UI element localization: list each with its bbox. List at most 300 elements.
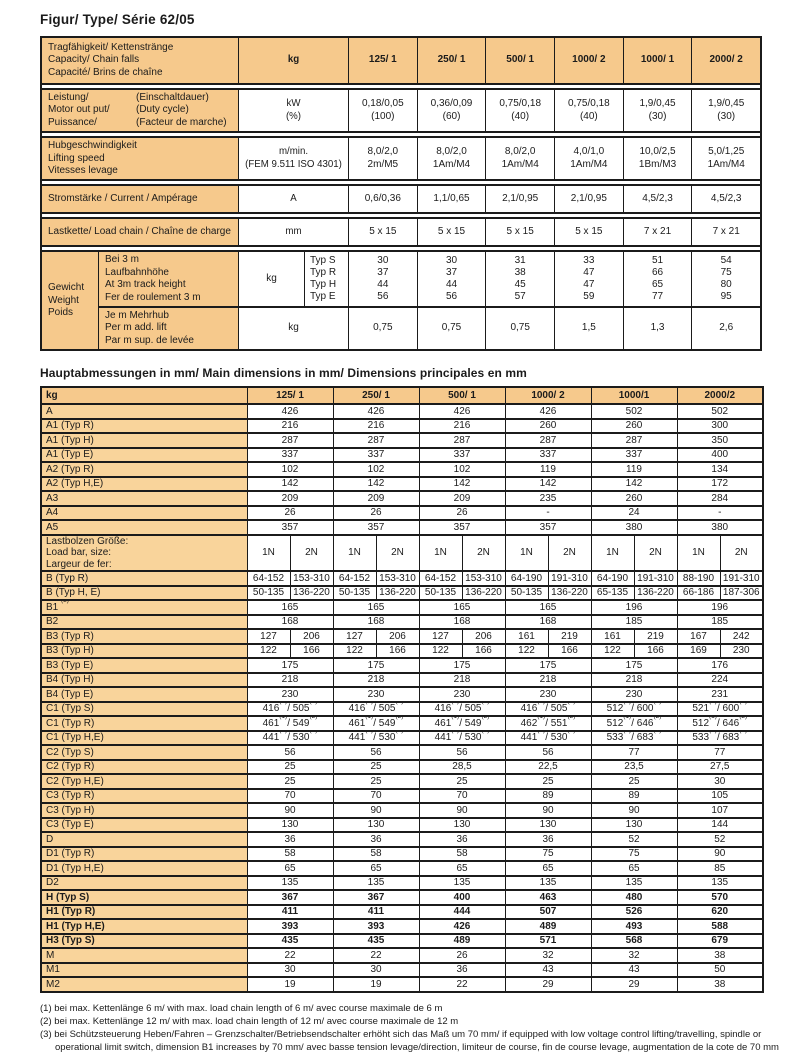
weight-unit-cell: kg <box>238 308 348 349</box>
dim-value-cell: 416$^{(1)}$/ 505$^{(2)}$ <box>505 702 591 717</box>
spec-column-header: 1000/ 1 <box>623 38 692 83</box>
weight-side-label: Gewicht Weight Poids <box>42 252 98 349</box>
dim-value-cell: 25 <box>247 774 333 789</box>
dim-value-cell: 426 <box>505 404 591 419</box>
dim-row-label: B4 (Typ H) <box>41 673 247 688</box>
dim-row <box>41 448 763 463</box>
dim-value-cell: 367 <box>333 890 419 905</box>
dim-value-cell: 64-190 <box>591 571 634 586</box>
dim-row <box>41 861 763 876</box>
dim-value-cell: 107 <box>677 803 763 818</box>
dim-value-cell: 357 <box>419 520 505 535</box>
dim-value-cell: 135 <box>333 876 419 891</box>
dim-value-cell: 206 <box>376 629 419 644</box>
dim-value-cell: 568 <box>591 934 677 949</box>
dim-value-cell: 27,5 <box>677 760 763 775</box>
dim-value-cell: 43 <box>505 963 591 978</box>
dim-value-cell: 65 <box>505 861 591 876</box>
main-dimensions-table <box>40 386 764 993</box>
spec-value-cell: 5 x 15 <box>348 219 417 245</box>
dim-row-label: A3 <box>41 491 247 506</box>
dim-value-cell: 77 <box>591 745 677 760</box>
dim-row-label: D <box>41 832 247 847</box>
spec-value-cell: 8,0/2,0 1Am/M4 <box>485 138 554 179</box>
dim-header-row <box>41 387 763 404</box>
dim-value-cell: 521$^{(1)}$/ 600$^{(2)}$ <box>677 702 763 717</box>
dim-row-label: A1 (Typ E) <box>41 448 247 463</box>
spec-value-cell: 0,18/0,05 (100) <box>348 90 417 131</box>
dim-row-label: C3 (Typ E) <box>41 818 247 833</box>
dim-row-label: B (Typ H, E) <box>41 586 247 601</box>
dim-value-cell: 32 <box>591 948 677 963</box>
spec-value-cell: 4,5/2,3 <box>691 186 760 212</box>
dim-value-cell: 357 <box>247 520 333 535</box>
spec-unit-cell: kW (%) <box>238 90 348 131</box>
weight-row-label: Je m Mehrhub Per m add. lift Par m sup. de levée <box>98 308 238 349</box>
dim-value-cell: 206 <box>290 629 333 644</box>
weight-row-3m <box>98 252 760 308</box>
dim-value-cell: 435 <box>247 934 333 949</box>
dim-value-cell: 142 <box>591 477 677 492</box>
dim-value-cell: 175 <box>333 658 419 673</box>
weight-value-cell: 30 37 44 56 <box>417 252 486 306</box>
dim-value-cell: 105 <box>677 789 763 804</box>
dim-value-cell: 77 <box>677 745 763 760</box>
dim-column-header: 125/ 1 <box>247 387 333 404</box>
dim-value-cell: 337 <box>333 448 419 463</box>
dim-value-cell: 2N <box>720 535 763 572</box>
dim-row <box>41 760 763 775</box>
dim-row <box>41 934 763 949</box>
dim-value-cell: 209 <box>247 491 333 506</box>
dim-value-cell: 435 <box>333 934 419 949</box>
dim-value-cell: 64-152 <box>333 571 376 586</box>
dim-value-cell: 300 <box>677 419 763 434</box>
dim-value-cell: 130 <box>333 818 419 833</box>
dim-value-cell: 65-135 <box>591 586 634 601</box>
dim-value-cell: 88-190 <box>677 571 720 586</box>
dim-value-cell: 287 <box>247 433 333 448</box>
dimensions-title: Hauptabmessungen in mm/ Main dimensions in mm/ Dimensions principales en mm <box>40 366 527 381</box>
dim-value-cell: 26 <box>419 506 505 521</box>
dim-value-cell: 191-310 <box>720 571 763 586</box>
spec-value-cell: 1,1/0,65 <box>417 186 486 212</box>
weight-value-cell: 30 37 44 56 <box>348 252 417 306</box>
dim-value-cell: 502 <box>677 404 763 419</box>
dim-value-cell: 166 <box>376 644 419 659</box>
dim-value-cell: 426 <box>419 919 505 934</box>
dim-row <box>41 600 763 615</box>
spec-value-cell: 1,9/0,45 (30) <box>691 90 760 131</box>
dim-value-cell: 122 <box>505 644 548 659</box>
dim-row <box>41 673 763 688</box>
spec-value-cell: 4,0/1,0 1Am/M4 <box>554 138 623 179</box>
dim-value-cell: 165 <box>333 600 419 615</box>
dim-value-cell: 679 <box>677 934 763 949</box>
dim-value-cell: 380 <box>677 520 763 535</box>
dim-value-cell: 22 <box>333 948 419 963</box>
footnote: (3) bei Schützsteuerung Heben/Fahren – Grenzschalter/Betriebsendschalter erhöht sich das Maß um 70 mm/ if equipped with low voltage control lifting/travelling, spindle or operational limit switch, dimension B1 increases by 70 mm/ avec basse tension levage/direction, limiteur de course, fin de course levage, augmentation de la cote de 70 mm <box>40 1029 779 1054</box>
dim-value-cell: 441$^{(1)}$/ 530$^{(2)}$ <box>505 731 591 746</box>
dim-value-cell: 2N <box>634 535 677 572</box>
dim-row-label: C3 (Typ H) <box>41 803 247 818</box>
dim-value-cell: 85 <box>677 861 763 876</box>
dim-row <box>41 774 763 789</box>
dim-row <box>41 629 763 644</box>
dim-value-cell: 50-135 <box>505 586 548 601</box>
dim-value-cell: 400 <box>419 890 505 905</box>
dim-value-cell: 50-135 <box>247 586 290 601</box>
dim-value-cell: 168 <box>247 615 333 630</box>
dim-value-cell: 357 <box>333 520 419 535</box>
dim-value-cell: 230 <box>333 687 419 702</box>
dim-value-cell: 393 <box>333 919 419 934</box>
spec-value-cell: 0,36/0,09 (60) <box>417 90 486 131</box>
dim-value-cell: 36 <box>419 963 505 978</box>
dim-value-cell: 90 <box>677 847 763 862</box>
dim-row-label: C1 (Typ H,E) <box>41 731 247 746</box>
dim-value-cell: 135 <box>677 876 763 891</box>
dim-row-label: A2 (Typ R) <box>41 462 247 477</box>
spec-row-label: Lastkette/ Load chain / Chaîne de charge <box>42 219 238 245</box>
dim-value-cell: 441$^{(1)}$/ 530$^{(2)}$ <box>333 731 419 746</box>
dim-value-cell: 166 <box>634 644 677 659</box>
dim-value-cell: 65 <box>419 861 505 876</box>
dim-row <box>41 404 763 419</box>
dim-row-label: A2 (Typ H,E) <box>41 477 247 492</box>
dim-value-cell: 166 <box>290 644 333 659</box>
dim-row <box>41 586 763 601</box>
dim-value-cell: 50 <box>677 963 763 978</box>
dim-row <box>41 919 763 934</box>
dim-value-cell: 461$^{(1)}$/ 549$^{(2)}$ <box>419 716 505 731</box>
dim-value-cell: 571 <box>505 934 591 949</box>
capacity-spec-table <box>40 36 762 351</box>
dim-value-cell: 185 <box>591 615 677 630</box>
dim-value-cell: 153-310 <box>462 571 505 586</box>
dim-value-cell: 36 <box>419 832 505 847</box>
dim-value-cell: 570 <box>677 890 763 905</box>
dim-value-cell: 102 <box>419 462 505 477</box>
weight-row-add-lift <box>98 308 760 349</box>
dim-value-cell: 337 <box>591 448 677 463</box>
dim-row <box>41 905 763 920</box>
dim-value-cell: 56 <box>505 745 591 760</box>
dim-value-cell: 32 <box>505 948 591 963</box>
dim-value-cell: 172 <box>677 477 763 492</box>
dim-value-cell: 463 <box>505 890 591 905</box>
dim-value-cell: 161 <box>591 629 634 644</box>
dim-value-cell: 38 <box>677 977 763 992</box>
dim-value-cell: 22,5 <box>505 760 591 775</box>
spec-value-cell: 2,1/0,95 <box>554 186 623 212</box>
dim-value-cell: 175 <box>247 658 333 673</box>
dim-value-cell: 75 <box>591 847 677 862</box>
dim-value-cell: 218 <box>333 673 419 688</box>
dim-value-cell: 480 <box>591 890 677 905</box>
dim-value-cell: 75 <box>505 847 591 862</box>
dim-value-cell: 337 <box>419 448 505 463</box>
spec-value-cell: 8,0/2,0 1Am/M4 <box>417 138 486 179</box>
dim-row-label: M <box>41 948 247 963</box>
spec-unit-cell: m/min. (FEM 9.511 ISO 4301) <box>238 138 348 179</box>
dim-header-kg: kg <box>41 387 247 404</box>
spec-header-row <box>42 38 760 85</box>
dim-value-cell: 136-220 <box>548 586 591 601</box>
dim-value-cell: 230 <box>591 687 677 702</box>
dim-value-cell: 122 <box>591 644 634 659</box>
dim-value-cell: 588 <box>677 919 763 934</box>
spec-value-cell: 0,6/0,36 <box>348 186 417 212</box>
dim-value-cell: 134 <box>677 462 763 477</box>
dim-value-cell: 209 <box>419 491 505 506</box>
dim-row <box>41 702 763 717</box>
dim-row <box>41 477 763 492</box>
spec-value-cell: 7 x 21 <box>623 219 692 245</box>
dim-row <box>41 716 763 731</box>
dim-value-cell: 19 <box>333 977 419 992</box>
dim-value-cell: 512$^{(1)}$/ 646$^{(2)}$ <box>677 716 763 731</box>
dim-row <box>41 491 763 506</box>
dim-value-cell: 65 <box>591 861 677 876</box>
dim-value-cell: 29 <box>591 977 677 992</box>
dim-value-cell: 64-190 <box>505 571 548 586</box>
dim-value-cell: 175 <box>591 658 677 673</box>
dim-row-label: D1 (Typ H,E) <box>41 861 247 876</box>
dim-value-cell: 206 <box>462 629 505 644</box>
weight-value-cell: 1,5 <box>554 308 623 349</box>
dim-row <box>41 687 763 702</box>
dim-value-cell: 287 <box>333 433 419 448</box>
dim-row <box>41 789 763 804</box>
weight-row-label: Bei 3 m Laufbahnhöhe At 3m track height Fer de roulement 3 m <box>98 252 238 306</box>
dim-row <box>41 506 763 521</box>
dim-value-cell: 287 <box>419 433 505 448</box>
dim-value-cell: - <box>505 506 591 521</box>
figure-title: Figur/ Type/ Série 62/05 <box>40 12 195 27</box>
dim-value-cell: 127 <box>419 629 462 644</box>
dim-row <box>41 847 763 862</box>
dim-row <box>41 535 763 572</box>
dim-value-cell: 122 <box>333 644 376 659</box>
dim-value-cell: 70 <box>247 789 333 804</box>
dim-value-cell: 26 <box>247 506 333 521</box>
dim-value-cell: 218 <box>505 673 591 688</box>
dim-row-label: A1 (Typ H) <box>41 433 247 448</box>
spec-row <box>42 136 760 181</box>
dim-row <box>41 832 763 847</box>
dim-value-cell: 1N <box>677 535 720 572</box>
dim-value-cell: 507 <box>505 905 591 920</box>
spec-value-cell: 7 x 21 <box>691 219 760 245</box>
dim-row-label: B (Typ R) <box>41 571 247 586</box>
dim-value-cell: 176 <box>677 658 763 673</box>
dim-value-cell: 52 <box>591 832 677 847</box>
dim-value-cell: 242 <box>720 629 763 644</box>
dim-row <box>41 419 763 434</box>
dim-value-cell: 142 <box>333 477 419 492</box>
spec-column-header: 500/ 1 <box>485 38 554 83</box>
dim-value-cell: 337 <box>247 448 333 463</box>
footnotes <box>40 1002 782 1055</box>
dim-row-label: D1 (Typ R) <box>41 847 247 862</box>
dim-value-cell: 400 <box>677 448 763 463</box>
dim-value-cell: 25 <box>333 760 419 775</box>
dim-row <box>41 948 763 963</box>
dim-value-cell: 426 <box>419 404 505 419</box>
dim-value-cell: 136-220 <box>376 586 419 601</box>
dim-value-cell: 260 <box>591 491 677 506</box>
weight-value-cell: 1,3 <box>623 308 692 349</box>
dim-value-cell: 130 <box>591 818 677 833</box>
spec-value-cell: 8,0/2,0 2m/M5 <box>348 138 417 179</box>
dim-column-header: 1000/1 <box>591 387 677 404</box>
dim-value-cell: 287 <box>505 433 591 448</box>
dim-value-cell: 136-220 <box>290 586 333 601</box>
dim-value-cell: 1N <box>419 535 462 572</box>
dim-value-cell: 216 <box>419 419 505 434</box>
dim-value-cell: 64-152 <box>419 571 462 586</box>
dim-value-cell: 142 <box>419 477 505 492</box>
dim-value-cell: 119 <box>591 462 677 477</box>
dim-value-cell: 102 <box>247 462 333 477</box>
dim-value-cell: 167 <box>677 629 720 644</box>
dim-value-cell: 216 <box>247 419 333 434</box>
dim-row-label: Lastbolzen Größe: Load bar, size: Largeur de fer: <box>41 535 247 572</box>
spec-value-cell: 1,9/0,45 (30) <box>623 90 692 131</box>
dim-value-cell: 169 <box>677 644 720 659</box>
dim-value-cell: 142 <box>505 477 591 492</box>
dim-value-cell: 411 <box>333 905 419 920</box>
dim-value-cell: 620 <box>677 905 763 920</box>
dim-row <box>41 462 763 477</box>
dim-value-cell: 50-135 <box>419 586 462 601</box>
dim-value-cell: 357 <box>505 520 591 535</box>
dim-value-cell: 2N <box>548 535 591 572</box>
spec-label-left: Leistung/ Motor out put/ Puissance/ <box>48 92 110 128</box>
dim-value-cell: 284 <box>677 491 763 506</box>
dim-value-cell: 224 <box>677 673 763 688</box>
dim-value-cell: 144 <box>677 818 763 833</box>
dim-value-cell: 502 <box>591 404 677 419</box>
dim-value-cell: 90 <box>591 803 677 818</box>
dim-value-cell: 36 <box>247 832 333 847</box>
spec-unit-cell: A <box>238 186 348 212</box>
dim-row <box>41 803 763 818</box>
dim-value-cell: 441$^{(1)}$/ 530$^{(2)}$ <box>419 731 505 746</box>
dim-value-cell: 444 <box>419 905 505 920</box>
dim-row <box>41 615 763 630</box>
dim-row-label: A <box>41 404 247 419</box>
dim-row-label: B3 (Typ H) <box>41 644 247 659</box>
dim-value-cell: 122 <box>247 644 290 659</box>
dim-value-cell: 185 <box>677 615 763 630</box>
dim-value-cell: 142 <box>247 477 333 492</box>
dim-value-cell: 175 <box>505 658 591 673</box>
dim-value-cell: 153-310 <box>290 571 333 586</box>
footnote: (1) bei max. Kettenlänge 6 m/ with max. load chain length of 6 m/ avec course maximale de 6 m <box>40 1002 443 1014</box>
dim-value-cell: 411 <box>247 905 333 920</box>
dim-row <box>41 644 763 659</box>
dim-value-cell: 219 <box>634 629 677 644</box>
dim-value-cell: 38 <box>677 948 763 963</box>
dim-row <box>41 433 763 448</box>
dim-value-cell: 30 <box>677 774 763 789</box>
spec-row-label-columns <box>48 92 235 129</box>
weight-value-cell: 54 75 80 95 <box>691 252 760 306</box>
dim-value-cell: 58 <box>333 847 419 862</box>
spec-unit-header: kg <box>238 38 348 83</box>
dim-value-cell: 367 <box>247 890 333 905</box>
dim-value-cell: 168 <box>333 615 419 630</box>
dim-value-cell: 25 <box>505 774 591 789</box>
dim-row <box>41 658 763 673</box>
dim-value-cell: 196 <box>677 600 763 615</box>
dim-row-label: A1 (Typ R) <box>41 419 247 434</box>
dim-value-cell: 426 <box>247 404 333 419</box>
dim-value-cell: 52 <box>677 832 763 847</box>
dim-value-cell: 25 <box>333 774 419 789</box>
dim-value-cell: 122 <box>419 644 462 659</box>
dim-row-label: C2 (Typ H,E) <box>41 774 247 789</box>
dim-value-cell: 58 <box>247 847 333 862</box>
spec-unit-cell: mm <box>238 219 348 245</box>
dim-value-cell: - <box>677 506 763 521</box>
dim-value-cell: 260 <box>505 419 591 434</box>
dim-value-cell: 196 <box>591 600 677 615</box>
spec-row <box>42 88 760 133</box>
spec-value-cell: 4,5/2,3 <box>623 186 692 212</box>
dim-value-cell: 22 <box>247 948 333 963</box>
dim-value-cell: 1N <box>247 535 290 572</box>
dim-value-cell: 90 <box>505 803 591 818</box>
dim-value-cell: 166 <box>462 644 505 659</box>
dim-column-header: 250/ 1 <box>333 387 419 404</box>
dim-column-header: 2000/2 <box>677 387 763 404</box>
dim-value-cell: 230 <box>247 687 333 702</box>
dim-value-cell: 65 <box>333 861 419 876</box>
spec-column-header: 250/ 1 <box>417 38 486 83</box>
dim-value-cell: 2N <box>376 535 419 572</box>
dim-value-cell: 23,5 <box>591 760 677 775</box>
weight-value-cell: 2,6 <box>691 308 760 349</box>
dim-row <box>41 571 763 586</box>
dim-value-cell: 260 <box>591 419 677 434</box>
dim-value-cell: 493 <box>591 919 677 934</box>
spec-value-cell: 5 x 15 <box>554 219 623 245</box>
dim-value-cell: 70 <box>333 789 419 804</box>
dim-row-label: A4 <box>41 506 247 521</box>
dim-value-cell: 89 <box>591 789 677 804</box>
dim-value-cell: 24 <box>591 506 677 521</box>
dim-value-cell: 533$^{(1)}$/ 683$^{(2)}$ <box>677 731 763 746</box>
dim-row-label: M1 <box>41 963 247 978</box>
dim-value-cell: 28,5 <box>419 760 505 775</box>
dim-value-cell: 58 <box>419 847 505 862</box>
dim-value-cell: 218 <box>247 673 333 688</box>
dim-value-cell: 230 <box>505 687 591 702</box>
dim-value-cell: 90 <box>419 803 505 818</box>
spec-row <box>42 184 760 214</box>
dim-row-label: H (Typ S) <box>41 890 247 905</box>
dim-value-cell: 165 <box>247 600 333 615</box>
dim-value-cell: 166 <box>548 644 591 659</box>
dim-row-label: C2 (Typ S) <box>41 745 247 760</box>
dim-value-cell: 426 <box>333 404 419 419</box>
dim-value-cell: 89 <box>505 789 591 804</box>
dim-value-cell: 102 <box>333 462 419 477</box>
dim-column-header: 1000/ 2 <box>505 387 591 404</box>
